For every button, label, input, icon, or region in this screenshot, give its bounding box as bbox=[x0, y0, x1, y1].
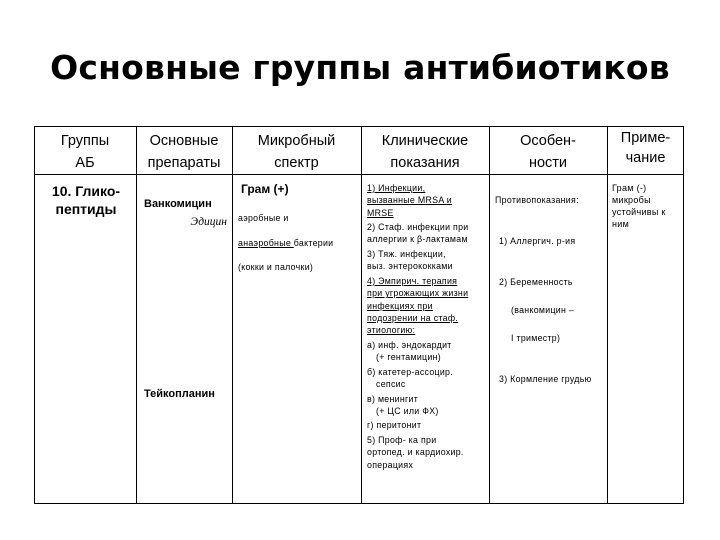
column-divider bbox=[607, 126, 608, 504]
header-note: Приме- чание bbox=[620, 130, 671, 166]
column-divider bbox=[232, 126, 233, 504]
indication-line: г) перитонит bbox=[367, 420, 422, 431]
drug-teicoplanin: Тейкопланин bbox=[144, 388, 215, 400]
indication-line: выз. энтерококками bbox=[367, 261, 453, 272]
feature-item: (ванкомицин – bbox=[511, 305, 575, 316]
spectrum-line: аэробные и bbox=[238, 213, 289, 224]
header-indications: Клинические показания bbox=[381, 133, 469, 171]
column-divider bbox=[136, 126, 137, 504]
feature-item: 1) Аллергич. р-ия bbox=[499, 235, 576, 246]
indication-line: 5) Проф- ка при bbox=[367, 435, 437, 446]
indication-line: а) инф. эндокардит bbox=[367, 339, 452, 350]
contraindications-heading: Противопоказания: bbox=[495, 195, 579, 206]
indication-line: MRSE bbox=[367, 207, 394, 218]
feature-item: I триместр) bbox=[511, 332, 561, 343]
spectrum-anaerobic: анаэробные bbox=[238, 237, 294, 248]
indication-line: 3) Тяж. инфекции, bbox=[367, 249, 446, 260]
indication-line: ортопед. и кардиохир. bbox=[367, 447, 464, 458]
indication-line: аллергии к β-лактамам bbox=[367, 234, 468, 245]
header-features: Особен- ности bbox=[520, 133, 576, 171]
indication-line: (+ гентамицин) bbox=[376, 352, 442, 363]
drug-edicin: Эдицин bbox=[190, 216, 227, 228]
indications-list bbox=[367, 182, 489, 471]
indication-line: б) катетер-ассоцир. bbox=[367, 366, 453, 377]
group-name: 10. Глико- пептиды bbox=[51, 183, 121, 217]
note-text: Грам (-) микробы устойчивы к ним bbox=[612, 183, 666, 229]
indication-line: 4) Эмпирич. терапия bbox=[367, 275, 458, 286]
slide-title: Основные группы антибиотиков bbox=[50, 48, 670, 87]
indication-line: подозрении на стаф. bbox=[367, 312, 459, 323]
header-divider bbox=[34, 174, 684, 175]
indication-line: сепсис bbox=[376, 378, 406, 389]
indication-line: операциях bbox=[367, 459, 414, 470]
spectrum-heading: Грам (+) bbox=[241, 182, 289, 196]
spectrum-line bbox=[238, 237, 360, 249]
indication-line: инфекциях при bbox=[367, 300, 433, 311]
spectrum-line: (кокки и палочки) bbox=[238, 262, 314, 273]
antibiotics-table bbox=[34, 126, 684, 504]
spectrum-bacteria: бактерии bbox=[293, 237, 334, 248]
header-spectrum: Микробный спектр bbox=[257, 133, 336, 171]
indication-line: в) менингит bbox=[367, 393, 419, 404]
header-groups: Группы АБ bbox=[60, 133, 110, 171]
indication-line: 2) Стаф. инфекции при bbox=[367, 222, 469, 233]
indication-line: 1) Инфекции, bbox=[367, 183, 426, 193]
column-divider bbox=[489, 126, 490, 504]
column-divider bbox=[361, 126, 362, 504]
header-drugs: Основные препараты bbox=[147, 133, 221, 171]
indication-line: вызванные MRSA и bbox=[367, 195, 452, 206]
spectrum-text bbox=[238, 200, 360, 286]
feature-item: 2) Беременность bbox=[499, 277, 573, 288]
indication-line: (+ ЦС или ФХ) bbox=[376, 405, 439, 416]
indication-line: этиологию: bbox=[367, 325, 416, 336]
drug-vancomycin: Ванкомицин bbox=[144, 198, 212, 210]
feature-item: 3) Кормление грудью bbox=[499, 374, 592, 385]
indication-line: при угрожающих жизни bbox=[367, 288, 469, 299]
features-text bbox=[495, 182, 607, 398]
